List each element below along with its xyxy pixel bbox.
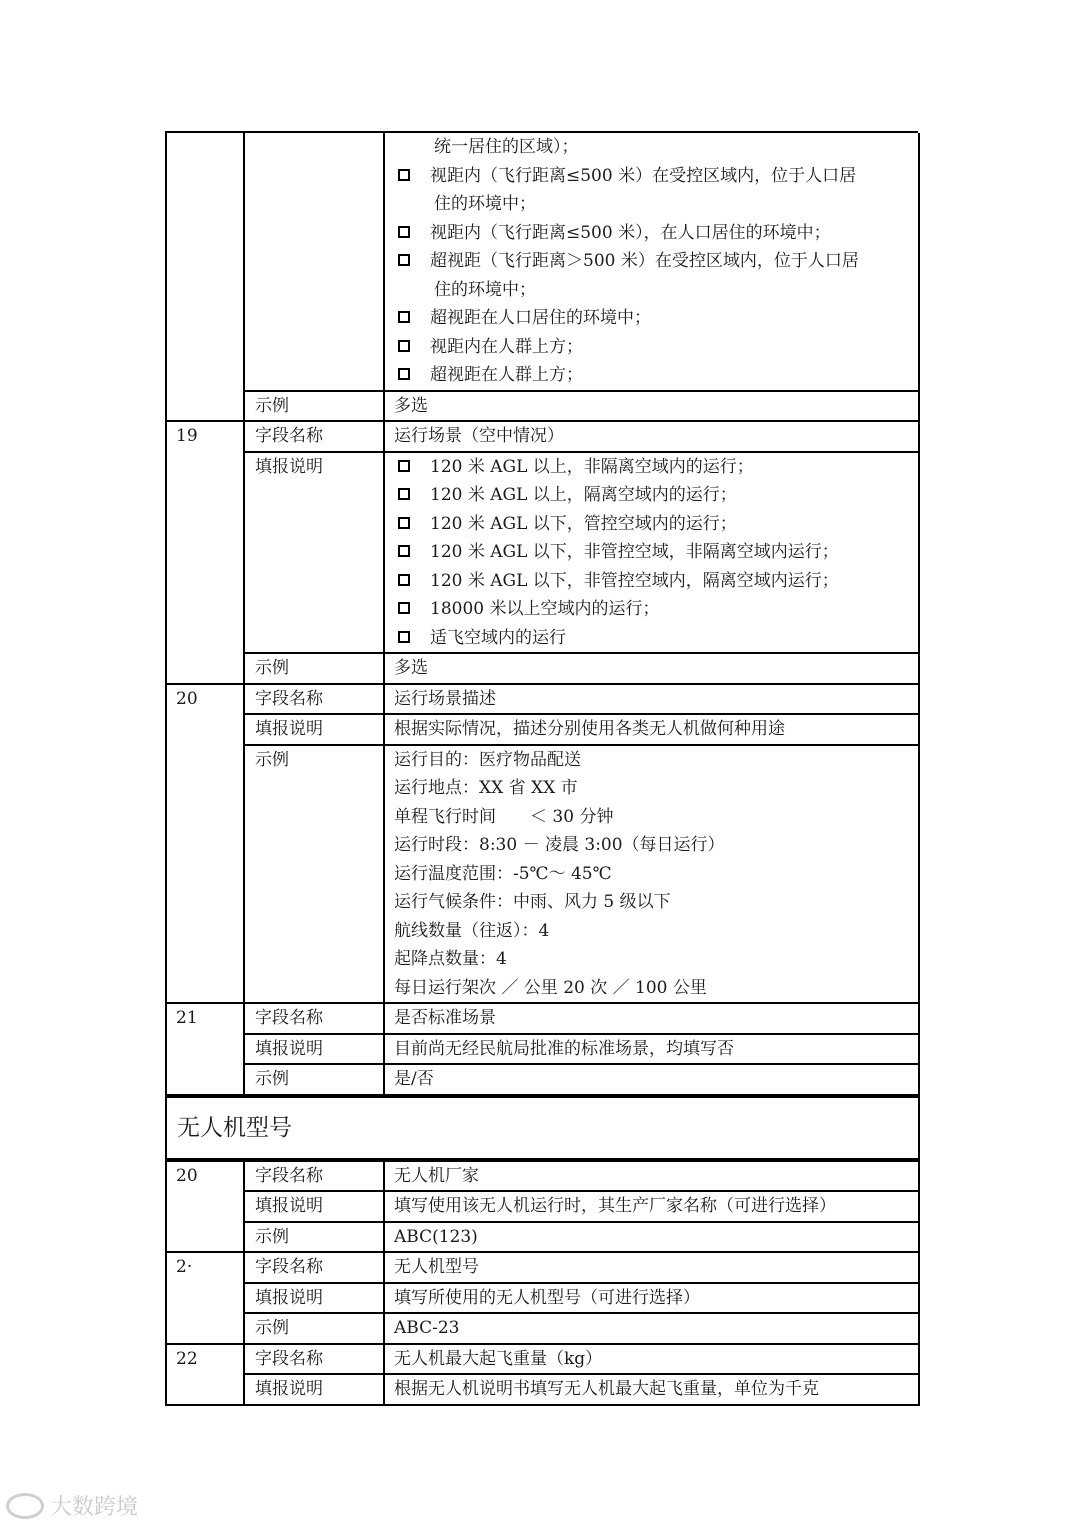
- checkbox-icon[interactable]: [398, 602, 410, 614]
- row-number: 20: [167, 685, 245, 1005]
- example-value: 多选: [385, 392, 920, 423]
- checkbox-icon[interactable]: [398, 631, 410, 643]
- desc-value: 根据无人机说明书填写无人机最大起飞重量，单位为千克: [385, 1375, 920, 1406]
- checkbox-icon[interactable]: [398, 340, 410, 352]
- options-cell: [385, 453, 920, 655]
- checkbox-option[interactable]: 超视距在人群上方；: [394, 361, 912, 390]
- example-line: 每日运行架次 ／ 公里 20 次 ／ 100 公里: [394, 977, 707, 998]
- checkbox-option[interactable]: 120 米 AGL 以下，非管控空域，非隔离空域内运行；: [394, 538, 912, 567]
- top-options-cell: [385, 133, 920, 392]
- checkbox-icon[interactable]: [398, 226, 410, 238]
- example-label: 示例: [245, 746, 385, 1005]
- example-label: 示例: [245, 392, 385, 423]
- checkbox-icon[interactable]: [398, 517, 410, 529]
- field-name-value: 是否标准场景: [385, 1004, 920, 1035]
- continuation-line: 住的环境中；: [434, 279, 536, 300]
- continuation-line: 住的环境中；: [434, 194, 536, 214]
- row-number: 22: [167, 1345, 245, 1406]
- field-name-value: 无人机厂家: [385, 1160, 920, 1193]
- checkbox-option[interactable]: 120 米 AGL 以下，管控空域内的运行；: [394, 510, 912, 539]
- checkbox-icon[interactable]: [398, 254, 410, 266]
- example-lines: [385, 746, 920, 1005]
- desc-value: 填写使用该无人机运行时，其生产厂家名称（可进行选择）: [385, 1192, 920, 1223]
- field-name-label: 字段名称: [245, 422, 385, 453]
- checkbox-icon[interactable]: [398, 368, 410, 380]
- example-line: 运行气候条件：中雨、风力 5 级以下: [394, 892, 671, 912]
- checkbox-option[interactable]: 视距内（飞行距离≤500 米）在受控区域内，位于人口居: [394, 162, 912, 191]
- watermark-text: 大数跨境: [50, 1495, 139, 1520]
- field-name-label: 字段名称: [245, 1160, 385, 1193]
- checkbox-option[interactable]: 120 米 AGL 以上，隔离空域内的运行；: [394, 481, 912, 510]
- example-label: 示例: [245, 1314, 385, 1345]
- field-name-label: 字段名称: [245, 1345, 385, 1376]
- field-name-label: 字段名称: [245, 1004, 385, 1035]
- example-line: 运行时段：8:30 － 凌晨 3:00（每日运行）: [394, 835, 725, 855]
- example-value: 是/否: [385, 1065, 920, 1096]
- watermark-logo-icon: [6, 1493, 44, 1519]
- desc-label: 填报说明: [245, 453, 385, 655]
- desc-value: 根据实际情况，描述分别使用各类无人机做何种用途: [385, 715, 920, 746]
- example-line: 航线数量（往返）：4: [394, 920, 550, 941]
- row-number: 2·: [167, 1253, 245, 1345]
- field-table: [165, 131, 918, 1406]
- checkbox-option[interactable]: 视距内（飞行距离≤500 米），在人口居住的环境中；: [394, 219, 912, 248]
- desc-label: 填报说明: [245, 1284, 385, 1315]
- field-name-value: 运行场景描述: [385, 685, 920, 716]
- checkbox-icon[interactable]: [398, 311, 410, 323]
- checkbox-option[interactable]: 适飞空域内的运行: [394, 624, 912, 653]
- example-line: 起降点数量：4: [394, 949, 507, 969]
- document-sheet: [165, 131, 918, 1406]
- checkbox-option[interactable]: 视距内在人群上方；: [394, 333, 912, 362]
- checkbox-icon[interactable]: [398, 460, 410, 472]
- example-value: ABC(123): [385, 1223, 920, 1254]
- example-line: 单程飞行时间 ＜ 30 分钟: [394, 806, 614, 827]
- example-label: 示例: [245, 1065, 385, 1096]
- desc-label: 填报说明: [245, 1035, 385, 1066]
- checkbox-option[interactable]: 超视距在人口居住的环境中；: [394, 304, 912, 333]
- example-line: 运行目的：医疗物品配送: [394, 749, 581, 770]
- desc-label-empty: [245, 133, 385, 392]
- watermark: [6, 1490, 138, 1521]
- desc-value: 目前尚无经民航局批准的标准场景，均填写否: [385, 1035, 920, 1066]
- checkbox-icon[interactable]: [398, 169, 410, 181]
- row-number: 20: [167, 1160, 245, 1254]
- example-line: 运行地点：XX 省 XX 市: [394, 778, 578, 798]
- example-label: 示例: [245, 1223, 385, 1254]
- checkbox-option[interactable]: 超视距（飞行距离＞500 米）在受控区域内，位于人口居: [394, 247, 912, 276]
- row-number: 19: [167, 422, 245, 685]
- field-name-value: 无人机最大起飞重量（kg）: [385, 1345, 920, 1376]
- checkbox-icon[interactable]: [398, 574, 410, 586]
- checkbox-icon[interactable]: [398, 488, 410, 500]
- desc-label: 填报说明: [245, 1375, 385, 1406]
- desc-label: 填报说明: [245, 1192, 385, 1223]
- field-name-value: 无人机型号: [385, 1253, 920, 1284]
- example-value: ABC-23: [385, 1314, 920, 1345]
- continuation-line: 统一居住的区域）；: [434, 137, 579, 157]
- checkbox-option[interactable]: 120 米 AGL 以下，非管控空域内，隔离空域内运行；: [394, 567, 912, 596]
- field-name-value: 运行场景（空中情况）: [385, 422, 920, 453]
- checkbox-icon[interactable]: [398, 545, 410, 557]
- section-title: 无人机型号: [167, 1096, 920, 1160]
- desc-label: 填报说明: [245, 715, 385, 746]
- example-value: 多选: [385, 654, 920, 685]
- example-label: 示例: [245, 654, 385, 685]
- checkbox-option[interactable]: 18000 米以上空域内的运行；: [394, 595, 912, 624]
- row-number: 21: [167, 1004, 245, 1096]
- desc-value: 填写所使用的无人机型号（可进行选择）: [385, 1284, 920, 1315]
- checkbox-option[interactable]: 120 米 AGL 以上，非隔离空域内的运行；: [394, 453, 912, 482]
- field-name-label: 字段名称: [245, 1253, 385, 1284]
- field-name-label: 字段名称: [245, 685, 385, 716]
- example-line: 运行温度范围：-5℃～ 45℃: [394, 863, 612, 884]
- row-number-empty: [167, 133, 245, 422]
